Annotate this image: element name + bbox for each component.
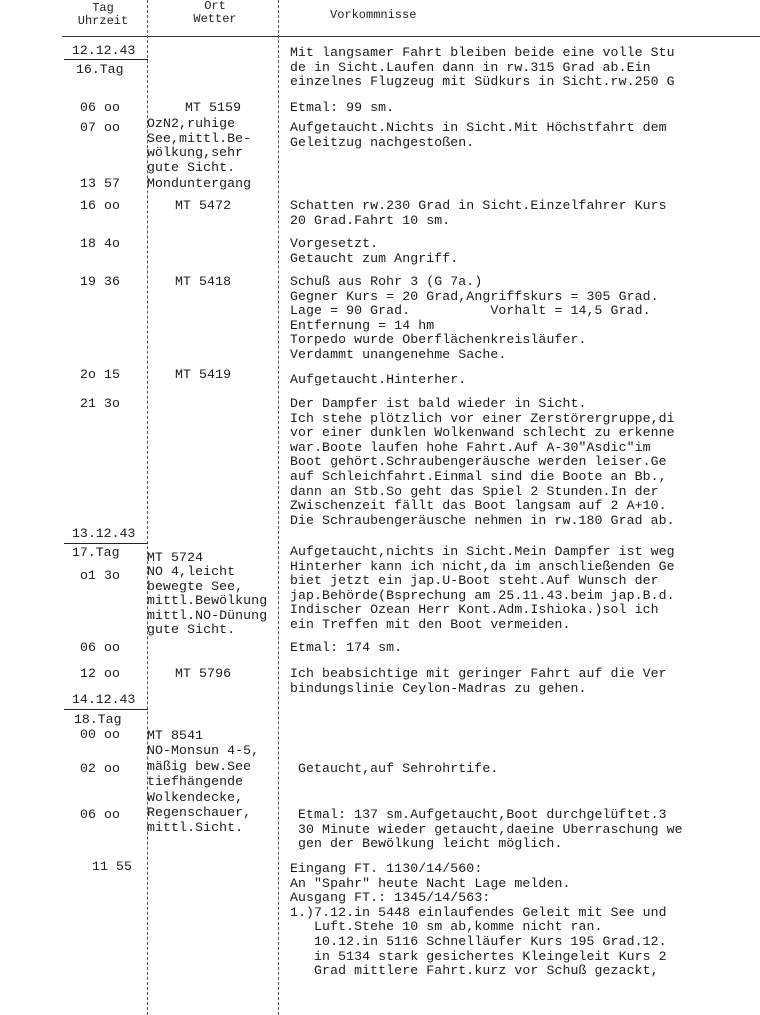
- header-location-column: [155, 0, 275, 26]
- log-entry: Aufgetaucht,nichts in Sicht.Mein Dampfer ist weg Hinterher kann ich nicht,da im anschließenden Ge biet jetzt ein jap.U-Boot steht.Auf Wunsch der jap.Behörde(Bsprechung am 25.11.43.beim jap.B.d. Indischer Ozean Herr Kont.Adm.Ishioka.)sol ich ein Treffen mit den Boot vermeiden.: [290, 544, 675, 632]
- time-entry: 12 oo: [80, 666, 121, 681]
- log-entry: Aufgetaucht.Hinterher.: [290, 372, 467, 387]
- position-entry: MT 5159: [185, 100, 242, 115]
- log-entry: Schatten rw.230 Grad in Sicht.Einzelfahrer Kurs 20 Grad.Fahrt 10 sm.: [290, 198, 667, 228]
- day-number: 17.Tag: [72, 545, 120, 560]
- time-entry: 21 3o: [80, 396, 121, 411]
- position-entry: MT 5419: [175, 367, 232, 382]
- time-entry: 18 4o: [80, 236, 121, 251]
- time-entry: 06 oo: [80, 640, 121, 655]
- position-entry: MT 5472: [175, 198, 232, 213]
- time-entry: 13 57: [80, 176, 121, 191]
- log-entry: Etmal: 174 sm.: [290, 640, 403, 655]
- header-rule: [62, 36, 760, 37]
- time-entry: 06 oo: [80, 100, 121, 115]
- time-entry: 2o 15: [80, 367, 121, 382]
- day-number: 16.Tag: [76, 62, 124, 77]
- log-entry: Etmal: 137 sm.Aufgetaucht,Boot durchgelüftet.3 30 Minute wieder getaucht,daeine Uberraschung we gen der Bewölkung leicht möglich.: [298, 807, 683, 852]
- log-entry: Vorgesetzt. Getaucht zum Angriff.: [290, 236, 459, 266]
- time-entry: 16 oo: [80, 198, 121, 213]
- time-entry: 02 oo: [80, 761, 121, 776]
- log-entry: Schuß aus Rohr 3 (G 7a.) Gegner Kurs = 20 Grad,Angriffskurs = 305 Grad. Lage = 90 Grad. Vorhalt = 14,5 Grad. Entfernung = 14 hm Torpedo wurde Oberflächenkreisläufer. Verdammt unangenehme Sache.: [290, 274, 659, 362]
- header-events-column: Vorkommnisse: [330, 8, 417, 22]
- day-date: 13.12.43: [72, 526, 136, 541]
- log-entry: Getaucht,auf Sehrohrtife.: [298, 761, 499, 776]
- time-entry: 06 oo: [80, 807, 121, 822]
- header-weather-label: Wetter: [193, 12, 237, 26]
- time-entry: 11 55: [92, 859, 133, 874]
- day-number: 18.Tag: [74, 712, 122, 727]
- log-entry: Aufgetaucht.Nichts in Sicht.Mit Höchstfahrt dem Geleitzug nachgestoßen.: [290, 120, 667, 150]
- column-divider-2: [278, 0, 279, 1015]
- log-entry: Eingang FT. 1130/14/560: An "Spahr" heute Nacht Lage melden. Ausgang FT.: 1345/14/563: 1.)7.12.in 5448 einlaufendes Geleit mit See und Luft.Stehe 10 sm ab,komme nicht ran. 10.12.in 5116 Schnelläufer Kurs 195 Grad.12. in 5134 stark gesichertes Kleingeleit Kurs 2 Grad mittlere Fahrt.kurz vor Schuß gezackt,: [290, 861, 667, 979]
- log-entry: Etmal: 99 sm.: [290, 100, 395, 115]
- position-entry: MT 5796: [175, 666, 232, 681]
- weather-entry: Monduntergang: [147, 176, 252, 191]
- time-entry: 19 36: [80, 274, 121, 289]
- weather-entry: MT 8541 NO-Monsun 4-5, mäßig bew.See tiefhängende Wolkendecke, Regenschauer, mittl.Sicht.: [147, 728, 260, 836]
- weather-entry: MT 5724 NO 4,leicht bewegte See, mittl.Bewölkung mittl.NO-Dünung gute Sicht.: [147, 550, 268, 638]
- header-time-label: Uhrzeit: [77, 14, 129, 28]
- header-location-label: Ort: [204, 0, 226, 13]
- date-rule: [64, 59, 148, 60]
- log-entry: Mit langsamer Fahrt bleiben beide eine volle Stu de in Sicht.Laufen dann in rw.315 Grad ab.Ein einzelnes Flugzeug mit Südkurs in Sicht.rw.250 G: [290, 45, 675, 90]
- day-date: 12.12.43: [72, 43, 136, 58]
- date-rule: [64, 709, 148, 710]
- time-entry: o1 3o: [80, 568, 121, 583]
- header-day-label: Tag: [92, 1, 114, 15]
- log-entry: Ich beabsichtige mit geringer Fahrt auf die Ver bindungslinie Ceylon-Madras zu gehen.: [290, 666, 667, 696]
- date-rule: [64, 543, 148, 544]
- weather-entry: OzN2,ruhige See,mittl.Be- wölkung,sehr gute Sicht.: [147, 116, 252, 175]
- time-entry: 00 oo: [80, 727, 121, 742]
- position-entry: MT 5418: [175, 274, 232, 289]
- day-date: 14.12.43: [72, 692, 136, 707]
- log-entry: Der Dampfer ist bald wieder in Sicht. Ich stehe plötzlich vor einer Zerstörergruppe,di vor einer dunklen Wolkenwand schlecht zu erkenne war.Boote laufen hohe Fahrt.Auf A-30"Asdic"im Boot gehört.Schraubengeräusche werden leiser.Ge auf Schleichfahrt.Einmal sind die Boote an Bb., dann an Stb.So geht das Spiel 2 Stunden.In der Zwischenzeit fällt das Boot langsam auf 2 A+10. Die Schraubengeräusche nehmen in rw.180 Grad ab.: [290, 396, 675, 528]
- header-time-column: [58, 2, 148, 28]
- time-entry: 07 oo: [80, 120, 121, 135]
